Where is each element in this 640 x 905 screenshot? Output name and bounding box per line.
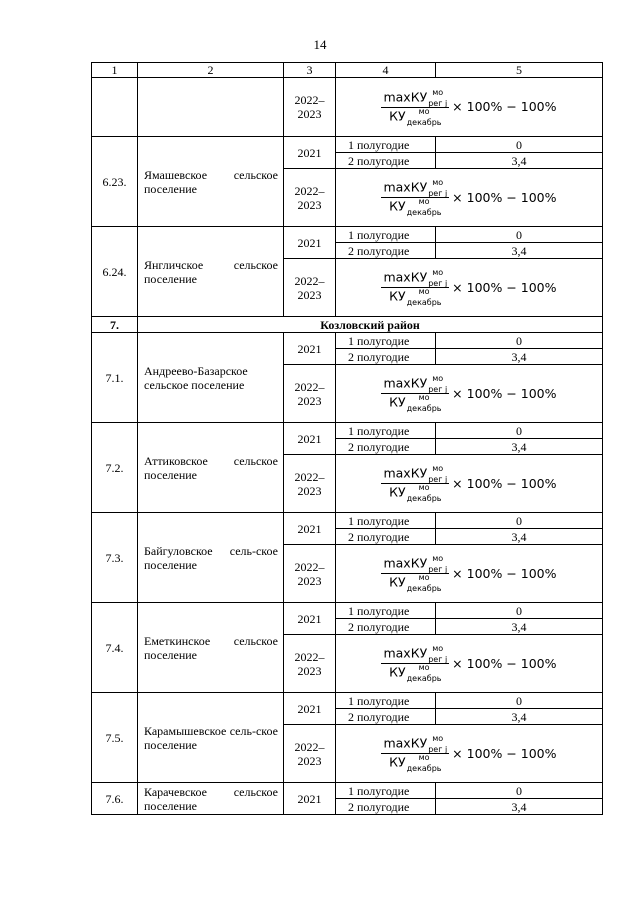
entity-name: Янгличское сельское поселение [138,227,284,317]
fraction-denominator [387,754,443,771]
half-year-value: 3,4 [436,709,603,725]
period-year: 2021 [284,783,336,815]
fraction [381,270,449,305]
entity-number: 6.24. [92,227,138,317]
numerator-sub: рег j [428,385,448,394]
numerator-main: maxКУ [383,179,428,195]
half-year-label: 1 полугодие [336,137,436,153]
entity-name: Карамышевское сель-ское поселение [138,693,284,783]
denominator-sub: декабрь [406,494,442,503]
half-year-value: 3,4 [436,529,603,545]
half-year-label: 2 полугодие [336,153,436,169]
tariff-growth-formula [381,736,556,771]
numerator-sub: рег j [428,745,448,754]
entity-name: Андреево-Базарское сельское поселение [138,333,284,423]
tariff-growth-formula [381,556,556,591]
fraction-denominator [387,574,443,591]
formula-cell [336,78,603,137]
table-row [92,423,603,439]
half-year-label: 1 полугодие [336,783,436,799]
half-year-value: 0 [436,783,603,799]
fraction-denominator [387,108,443,125]
denominator-sup: мо [418,393,430,402]
period-year: 2021 [284,333,336,365]
denominator-main: КУ [389,198,406,214]
tariff-growth-formula [381,180,556,215]
fraction [381,87,449,127]
numerator-main: maxКУ [383,735,428,751]
table-row [92,78,603,137]
half-year-value: 3,4 [436,619,603,635]
header-row [92,63,603,78]
formula-cell [336,169,603,227]
fraction [381,736,449,771]
tariff-growth-formula [381,466,556,501]
half-year-label: 2 полугодие [336,439,436,455]
fraction-numerator [381,556,449,574]
header-col-1: 1 [92,63,138,78]
denominator-main: КУ [389,664,406,680]
half-year-value: 0 [436,333,603,349]
numerator-sub: рег j [428,655,448,664]
denominator-sup: мо [418,663,430,672]
half-year-label: 2 полугодие [336,799,436,815]
period-year: 2021 [284,693,336,725]
tariff-growth-formula [381,87,557,127]
half-year-value: 0 [436,227,603,243]
table-row [92,513,603,529]
table-row [92,783,603,799]
formula-tail: × 100% − 100% [452,565,557,581]
numerator-sup: мо [432,374,444,383]
numerator-sub: рег j [428,475,448,484]
denominator-sub: декабрь [406,584,442,593]
period-year: 2021 [284,423,336,455]
half-year-value: 0 [436,137,603,153]
period-year-range: 2022– 2023 [284,725,336,783]
fraction-denominator [387,484,443,501]
numerator-main: maxКУ [383,555,428,571]
half-year-value: 0 [436,693,603,709]
half-year-label: 1 полугодие [336,333,436,349]
period-year-range: 2022– 2023 [284,635,336,693]
entity-name-cell [138,78,284,137]
denominator-sup: мо [418,753,430,762]
entity-number: 7.1. [92,333,138,423]
half-year-value: 3,4 [436,243,603,259]
entity-name: Аттиковское сельское поселение [138,423,284,513]
numerator-sub: рег j [428,189,448,198]
entity-number: 7.6. [92,783,138,815]
denominator-sub: декабрь [406,208,442,217]
fraction-numerator [381,736,449,754]
entity-number: 7.3. [92,513,138,603]
half-year-value: 3,4 [436,153,603,169]
denominator-main: КУ [389,394,406,410]
half-year-label: 1 полугодие [336,693,436,709]
denominator-sub: декабрь [406,117,442,127]
numerator-main: maxКУ [383,645,428,661]
formula-tail: × 100% − 100% [452,99,557,114]
numerator-sub: рег j [428,565,448,574]
formula-cell [336,635,603,693]
fraction-denominator [387,198,443,215]
half-year-label: 2 полугодие [336,243,436,259]
fraction-denominator [387,288,443,305]
numerator-main: maxКУ [383,89,428,104]
formula-tail: × 100% − 100% [452,279,557,295]
formula-tail: × 100% − 100% [452,385,557,401]
half-year-label: 1 полугодие [336,227,436,243]
half-year-value: 0 [436,513,603,529]
denominator-sup: мо [418,573,430,582]
numerator-main: maxКУ [383,465,428,481]
formula-cell [336,725,603,783]
fraction [381,556,449,591]
formula-tail: × 100% − 100% [452,745,557,761]
section-row [92,317,603,333]
table-row [92,333,603,349]
entity-number: 6.23. [92,137,138,227]
half-year-value: 0 [436,423,603,439]
numerator-main: maxКУ [383,269,428,285]
denominator-sub: декабрь [406,298,442,307]
table-row [92,227,603,243]
half-year-value: 3,4 [436,349,603,365]
fraction [381,376,449,411]
header-col-5: 5 [436,63,603,78]
table-row [92,603,603,619]
period-year: 2021 [284,603,336,635]
denominator-sup: мо [418,197,430,206]
fraction-numerator [381,270,449,288]
period-year-range: 2022– 2023 [284,365,336,423]
fraction-numerator [381,646,449,664]
fraction-numerator [381,466,449,484]
formula-tail: × 100% − 100% [452,655,557,671]
fraction-numerator [381,376,449,394]
numerator-sup: мо [432,178,444,187]
entity-number: 7.2. [92,423,138,513]
denominator-sup: мо [418,287,430,296]
denominator-main: КУ [389,288,406,304]
numerator-sup: мо [432,268,444,277]
period-year: 2021 [284,137,336,169]
table-row [92,137,603,153]
period-year-range: 2022– 2023 [284,259,336,317]
period-year: 2021 [284,513,336,545]
formula-cell [336,259,603,317]
half-year-label: 2 полугодие [336,619,436,635]
half-year-label: 1 полугодие [336,423,436,439]
fraction [381,646,449,681]
entity-number-cell [92,78,138,137]
entity-name: Ямашевское сельское поселение [138,137,284,227]
period-year-range: 2022– 2023 [284,455,336,513]
fraction [381,180,449,215]
denominator-sub: декабрь [406,674,442,683]
numerator-sub: рег j [428,279,448,288]
half-year-value: 3,4 [436,799,603,815]
numerator-sup: мо [432,87,444,97]
entity-name: Байгуловское сель-ское поселение [138,513,284,603]
header-col-4: 4 [336,63,436,78]
denominator-sup: мо [418,483,430,492]
numerator-sup: мо [432,734,444,743]
period-cell: 2022– 2023 [284,78,336,137]
fraction [381,466,449,501]
denominator-main: КУ [389,484,406,500]
half-year-label: 2 полугодие [336,349,436,365]
period-year: 2021 [284,227,336,259]
formula-cell [336,365,603,423]
entity-number: 7.5. [92,693,138,783]
fraction-denominator [387,394,443,411]
half-year-label: 1 полугодие [336,513,436,529]
period-year-range: 2022– 2023 [284,545,336,603]
header-col-3: 3 [284,63,336,78]
numerator-sup: мо [432,554,444,563]
section-number: 7. [92,317,138,333]
fraction-numerator [381,180,449,198]
numerator-sup: мо [432,644,444,653]
numerator-sup: мо [432,464,444,473]
half-year-label: 2 полугодие [336,709,436,725]
entity-number: 7.4. [92,603,138,693]
denominator-sub: декабрь [406,404,442,413]
denominator-sub: декабрь [406,764,442,773]
tariff-growth-formula [381,270,556,305]
denominator-main: КУ [389,574,406,590]
denominator-sup: мо [418,106,430,116]
tariff-growth-formula [381,646,556,681]
tariff-table [91,62,603,815]
formula-cell [336,455,603,513]
table-row [92,693,603,709]
entity-name: Еметкинское сельское поселение [138,603,284,693]
numerator-main: maxКУ [383,375,428,391]
tariff-growth-formula [381,376,556,411]
fraction-numerator [381,87,449,108]
denominator-main: КУ [389,754,406,770]
denominator-main: КУ [389,108,406,123]
header-col-2: 2 [138,63,284,78]
period-year-range: 2022– 2023 [284,169,336,227]
entity-name: Карачевское сельское поселение [138,783,284,815]
half-year-value: 0 [436,603,603,619]
page-number: 14 [313,37,327,52]
half-year-value: 3,4 [436,439,603,455]
half-year-label: 2 полугодие [336,529,436,545]
formula-cell [336,545,603,603]
section-title: Козловский район [138,317,603,333]
numerator-sub: рег j [428,98,448,108]
half-year-label: 1 полугодие [336,603,436,619]
fraction-denominator [387,664,443,681]
formula-tail: × 100% − 100% [452,189,557,205]
formula-tail: × 100% − 100% [452,475,557,491]
